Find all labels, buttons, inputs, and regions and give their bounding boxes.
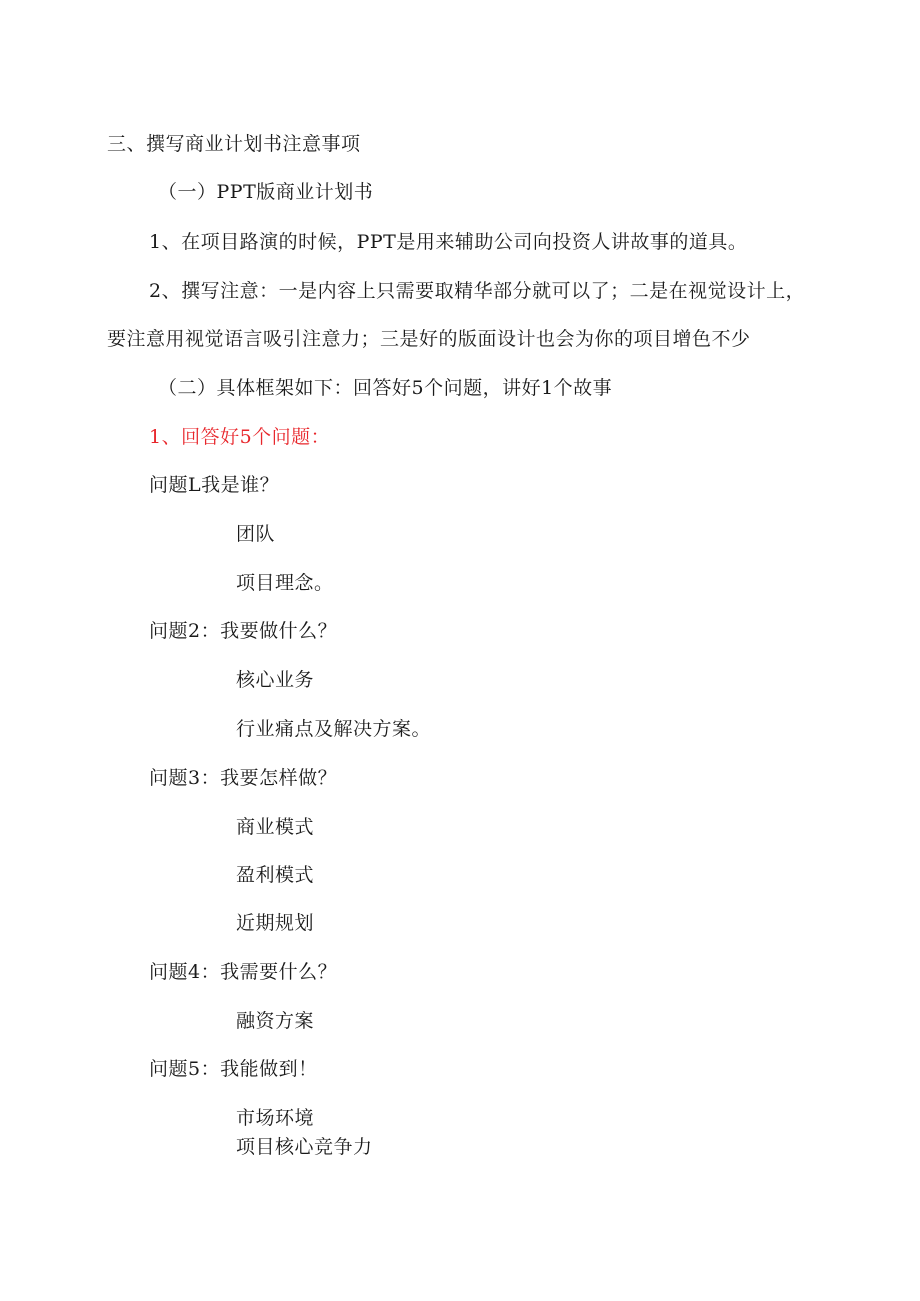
question-4-title: 问题4：我需要什么？ (149, 961, 338, 983)
question-5-item-1: 市场环境 (236, 1107, 315, 1129)
section-heading: 三、撰写商业计划书注意事项 (107, 133, 361, 155)
question-1-title: 问题L我是谁？ (149, 474, 280, 496)
paragraph-writing-notes-line1: 2、撰写注意：一是内容上只需要取精华部分就可以了；二是在视觉设计上， (149, 280, 806, 302)
list-heading-five-questions: 1、回答好5个问题： (149, 426, 331, 448)
question-2-item-2: 行业痛点及解决方案。 (236, 718, 432, 740)
question-5-title: 问题5：我能做到！ (149, 1058, 318, 1080)
question-3-item-2: 盈利模式 (236, 864, 315, 886)
question-2-item-1: 核心业务 (236, 669, 315, 691)
subsection-heading-framework: （二）具体框架如下：回答好5个问题，讲好1个故事 (158, 377, 613, 399)
question-1-item-2: 项目理念。 (236, 572, 334, 594)
question-1-item-1: 团队 (236, 523, 276, 545)
question-5-item-2: 项目核心竞争力 (236, 1136, 373, 1158)
paragraph-writing-notes-line2: 要注意用视觉语言吸引注意力；三是好的版面设计也会为你的项目增色不少 (107, 328, 751, 350)
question-3-item-1: 商业模式 (236, 816, 315, 838)
question-4-item-1: 融资方案 (236, 1010, 315, 1032)
paragraph-roadshow: 1、在项目路演的时候，PPT是用来辅助公司向投资人讲故事的道具。 (149, 231, 748, 253)
subsection-heading-ppt: （一）PPT版商业计划书 (158, 181, 374, 203)
question-2-title: 问题2：我要做什么？ (149, 620, 338, 642)
question-3-item-3: 近期规划 (236, 912, 315, 934)
question-3-title: 问题3：我要怎样做？ (149, 767, 338, 789)
